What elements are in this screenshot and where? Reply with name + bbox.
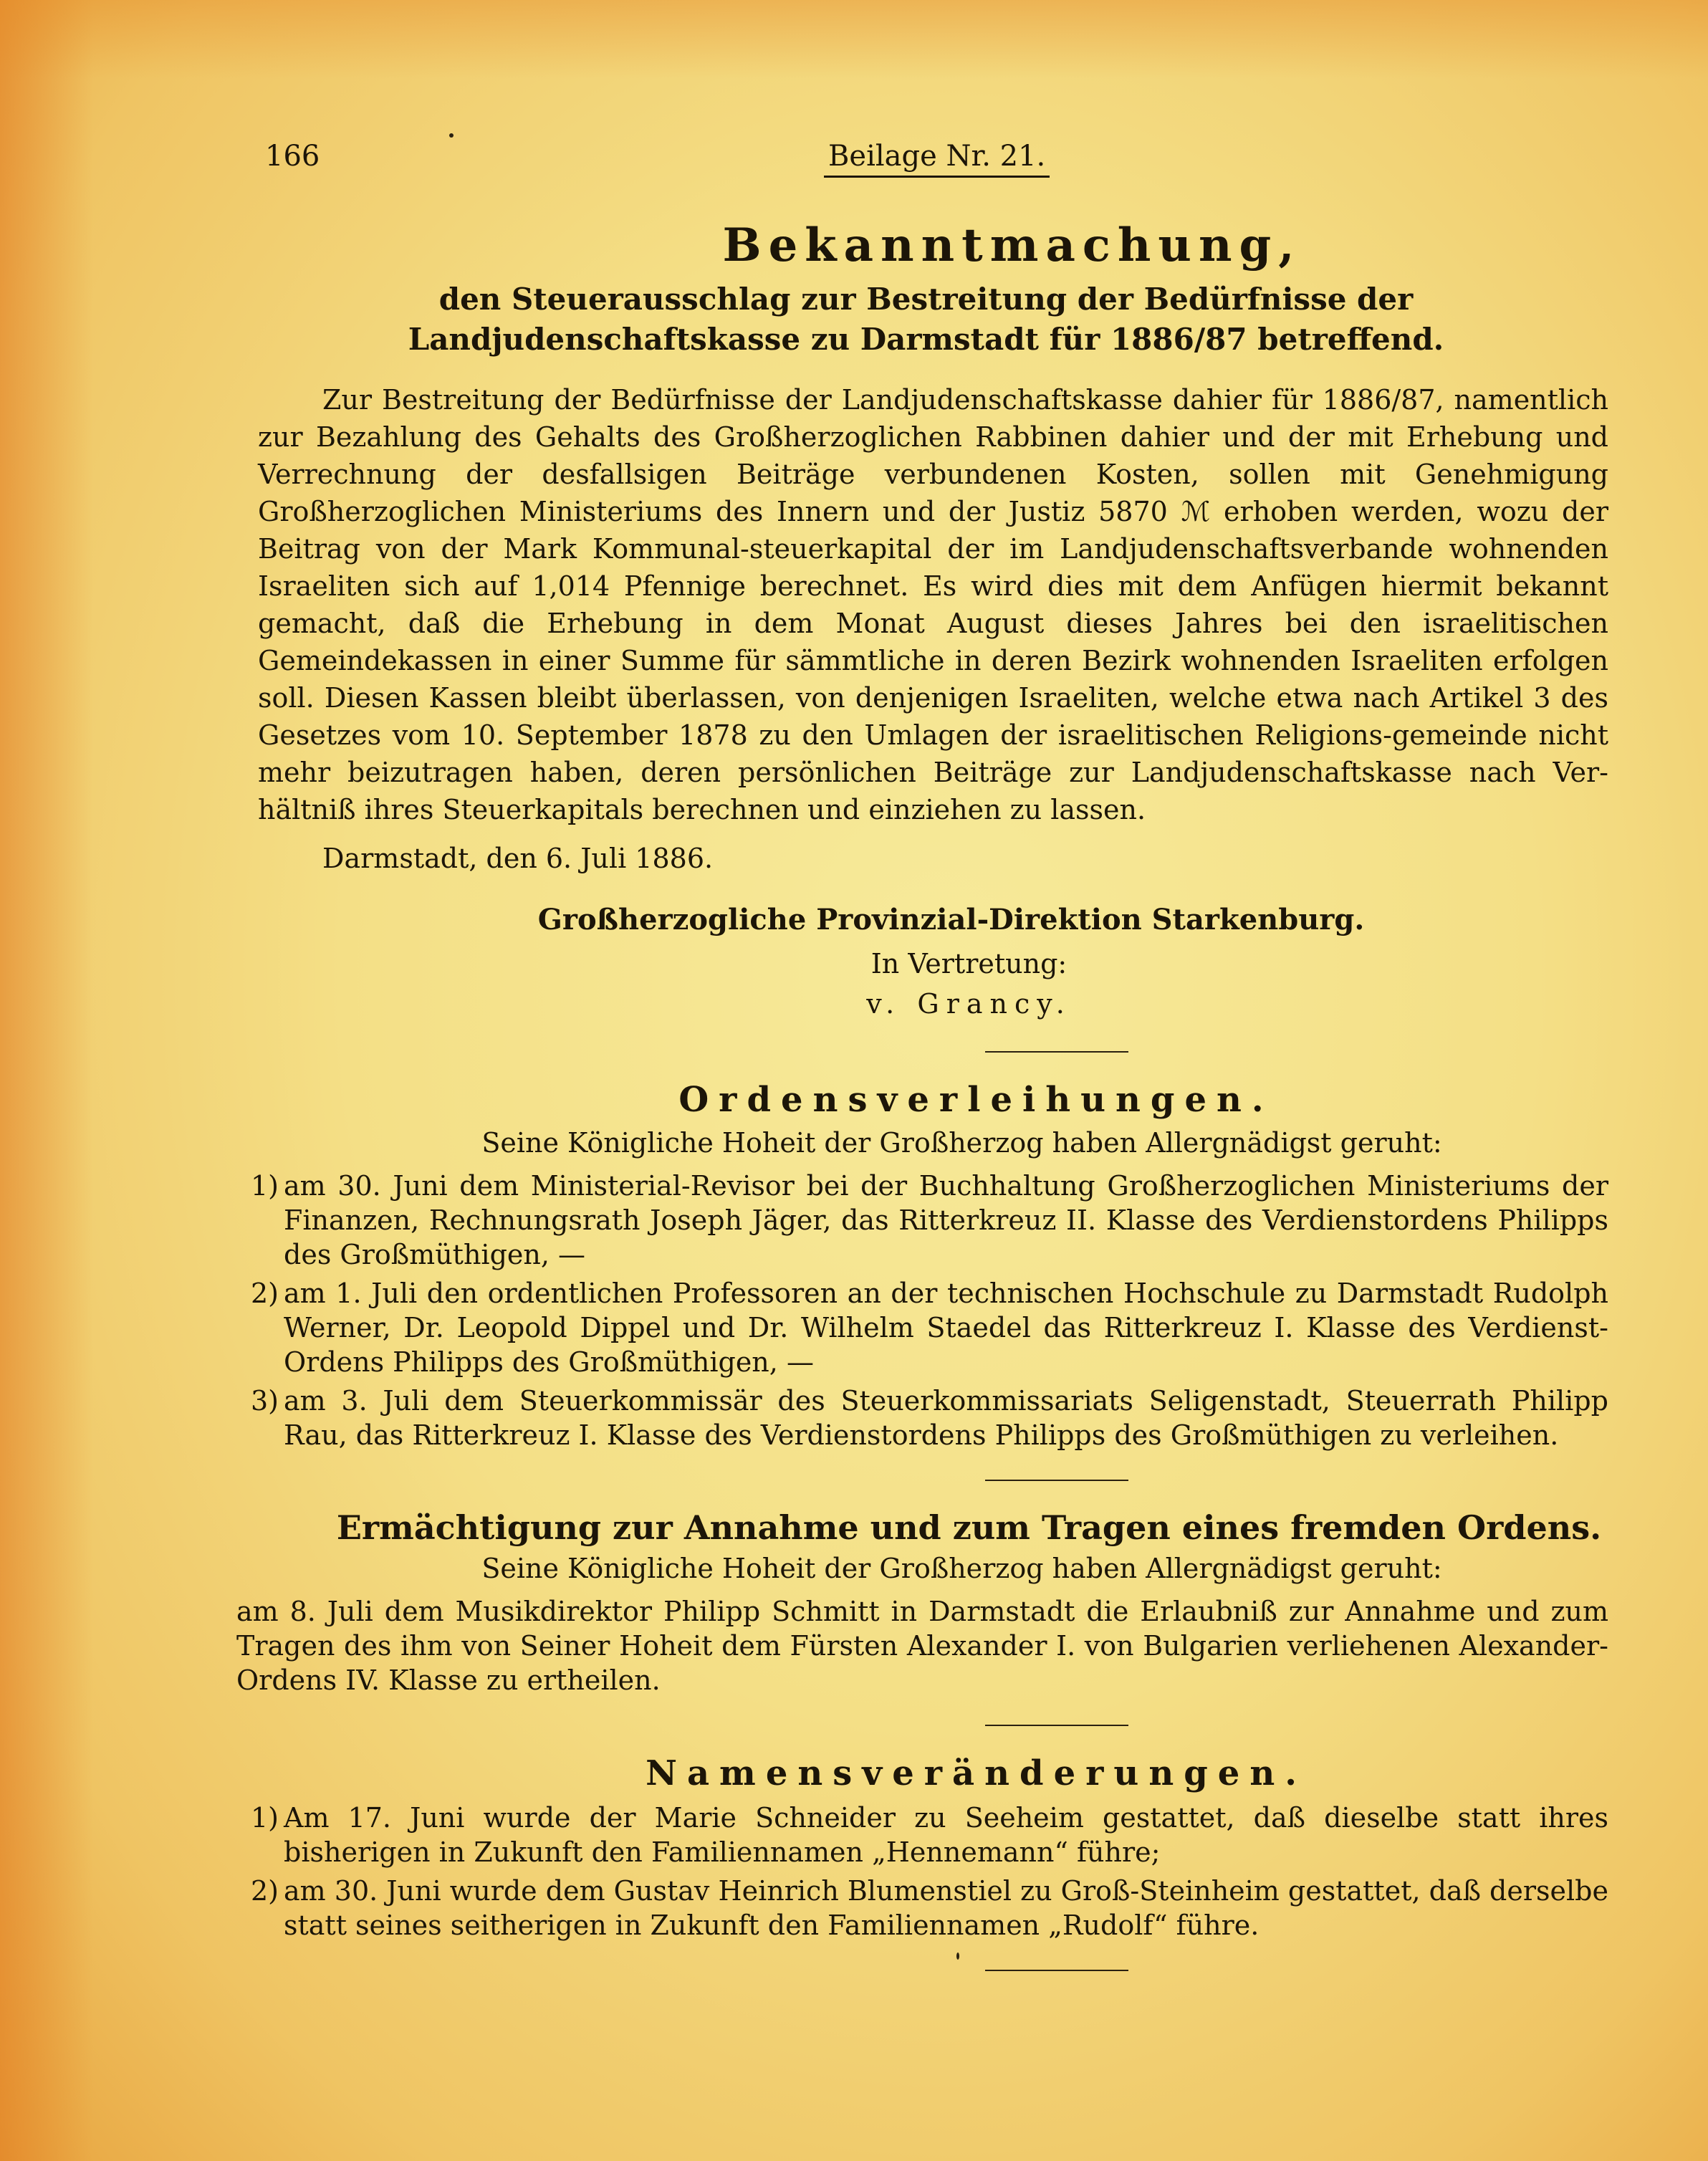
authorization-text: am 8. Juli dem Musikdirektor Philipp Schmitt in Darmstadt die Erlaubniß zur Annahme und zum Tragen des ihm von Seiner Hoheit dem Fürsten Alexander I. von Bulgarien verliehenen Alexander-Ordens IV. Klasse zu ertheilen. <box>236 1596 1608 1696</box>
announcement-body: Zur Bestreitung der Bedürfnisse der Landjudenschaftskasse dahier für 1886/87, namentlich zur Bezahlung des Gehalts des Großherzoglichen Rabbinen dahier und der mit Erhebung und Verrechnung der desfallsigen Beiträge verbundenen Kosten, sollen mit Genehmigung Großherzoglichen Ministeriums des Innern und der Justiz 5870 ℳ erhoben werden, wozu der Beitrag von der Mark Kommunal-steuerkapital der im Landjudenschaftsverbande wohnenden Israeliten sich auf 1,014 Pfennige berechnet. Es wird dies mit dem Anfügen hiermit bekannt gemacht, daß die Erhebung in dem Monat August dieses Jahres bei den israelitischen Gemeindekassen in einer Summe für sämmtliche in deren Bezirk wohnenden Israeliten erfolgen soll. Diesen Kassen bleibt überlassen, von denjenigen Israeliten, welche etwa nach Artikel 3 des Gesetzes vom 10. September 1878 zu den Umlagen der israelitischen Religions-gemeinde nicht mehr beizutragen haben, deren persönlichen Beiträge zur Landjudenschaftskasse nach Ver-hältniß ihres Steuerkapitals berechnen und einziehen zu lassen. <box>258 384 1608 825</box>
paper-edge-shading <box>0 0 93 2161</box>
section-divider <box>985 1051 1128 1053</box>
announcement-title: Bekanntmachung, <box>722 219 1302 272</box>
names-section <box>251 1753 1608 1942</box>
issuing-authority: Großherzogliche Provinzial-Direktion Starkenburg. <box>537 903 1365 936</box>
section-divider <box>985 1480 1128 1481</box>
authorization-intro: Seine Königliche Hoheit der Großherzog haben Allergnädigst geruht: <box>481 1553 1442 1584</box>
list-item-text: am 1. Juli den ordentlichen Professoren an der technischen Hochschule zu Darmstadt Rudolph Werner, Dr. Leopold Dippel und Dr. Wilhelm Staedel das Ritterkreuz I. Klasse des Verdienst-Ordens Philipps des Großmüthigen, — <box>284 1278 1608 1378</box>
signature: v. Grancy. <box>866 988 1072 1020</box>
list-item-number: 3) <box>251 1385 279 1417</box>
list-item <box>251 1874 1608 1942</box>
section-divider <box>985 1970 1128 1971</box>
list-item <box>251 1276 1608 1379</box>
list-item-number: 2) <box>251 1875 279 1907</box>
orders-title: Ordensverleihungen. <box>678 1080 1274 1120</box>
announcement-subtitle: den Steuerausschlag zur Bestreitung der Bedürfnisse der Landjudenschaftskasse zu Darmstadt für 1886/87 betreffend. <box>408 282 1444 357</box>
list-item-text: Am 17. Juni wurde der Marie Schneider zu Seeheim gestattet, daß dieselbe statt ihres bisherigen in Zukunft den Familiennamen „Hennemann“ führe; <box>284 1802 1608 1868</box>
list-item <box>251 1169 1608 1272</box>
authorization-title: Ermächtigung zur Annahme und zum Tragen eines fremden Ordens. <box>336 1508 1602 1547</box>
page-number: 166 <box>265 140 320 173</box>
representation-line: In Vertretung: <box>870 948 1068 979</box>
list-item-text: am 3. Juli dem Steuerkommissär des Steuerkommissariats Seligenstadt, Steuerrath Philipp Rau, das Ritterkreuz I. Klasse des Verdienstordens Philipps des Großmüthigen zu verleihen. <box>284 1385 1608 1451</box>
authorization-section <box>236 1508 1608 1697</box>
supplement-label: Beilage Nr. 21. <box>824 140 1050 178</box>
list-item-number: 1) <box>251 1802 279 1834</box>
list-item <box>251 1801 1608 1869</box>
list-item <box>251 1384 1608 1452</box>
gazette-page <box>236 140 1608 1998</box>
names-title: Namensveränderungen. <box>646 1753 1307 1793</box>
paper-top-shading <box>0 0 1708 79</box>
list-item-text: am 30. Juni dem Ministerial-Revisor bei der Buchhaltung Großherzoglichen Ministeriums der Finanzen, Rechnungsrath Joseph Jäger, das Ritterkreuz II. Klasse des Verdienstordens Philipps des Großmüthigen, — <box>284 1170 1608 1270</box>
page-header <box>258 140 1608 183</box>
section-divider <box>985 1725 1128 1726</box>
ink-speck <box>449 133 454 138</box>
list-item-number: 2) <box>251 1278 279 1309</box>
list-item-text: am 30. Juni wurde dem Gustav Heinrich Blumenstiel zu Groß-Steinheim gestattet, daß derselbe statt seines seitherigen in Zukunft den Familiennamen „Rudolf“ führe. <box>284 1875 1608 1941</box>
orders-section <box>251 1080 1608 1452</box>
announcement-section <box>258 219 1608 1024</box>
orders-intro: Seine Königliche Hoheit der Großherzog haben Allergnädigst geruht: <box>481 1127 1442 1159</box>
date-line: Darmstadt, den 6. Juli 1886. <box>322 843 714 874</box>
list-item-number: 1) <box>251 1170 279 1202</box>
